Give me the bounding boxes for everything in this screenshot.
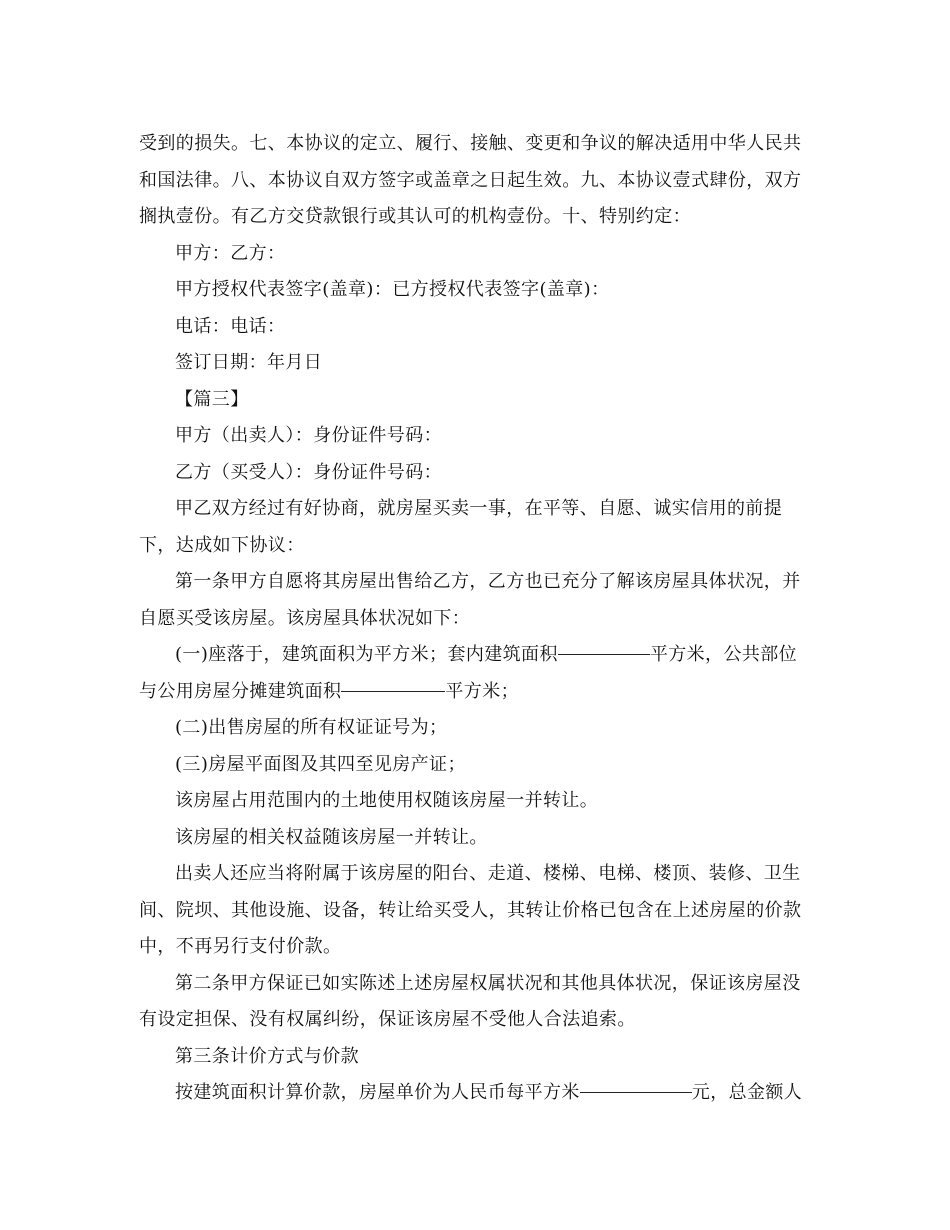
- article-two-line: 第二条甲方保证已如实陈述上述房屋权属状况和其他具体状况，保证该房屋没: [175, 972, 801, 994]
- text-segment: 与公用房屋分摊建筑面积: [139, 680, 342, 702]
- text-line: 该房屋占用范围内的土地使用权随该房屋一并转让。: [175, 790, 599, 811]
- property-location-line: [139, 637, 811, 674]
- signature-representatives: 甲方授权代表签字(盖章)：已方授权代表签字(盖章)：: [175, 279, 610, 300]
- signature-phone: 电话：电话：: [175, 315, 286, 337]
- text-line: 下，达成如下协议：: [139, 534, 305, 556]
- text-line: 自愿买受该房屋。该房屋具体状况如下：: [139, 607, 471, 629]
- text-line: 和国法律。八、本协议自双方签字或盖章之日起生效。九、本协议壹式肆份，双方: [139, 169, 802, 191]
- text-line: 甲乙双方经过有好协商，就房屋买卖一事，在平等、自愿、诚实信用的前提: [175, 498, 783, 519]
- fill-in-blank: [580, 1091, 692, 1093]
- section-heading: 【篇三】: [175, 388, 249, 410]
- text-line: 受到的损失。七、本协议的定立、履行、接触、变更和争议的解决适用中华人民共: [139, 133, 802, 154]
- text-line: 该房屋的相关权益随该房屋一并转让。: [175, 826, 488, 848]
- text-line: 搁执壹份。有乙方交贷款银行或其认可的机构壹份。十、特别约定：: [139, 206, 691, 227]
- signature-parties: 甲方：乙方：: [175, 242, 286, 264]
- text-line: 出卖人还应当将附属于该房屋的阳台、走道、楼梯、电梯、楼顶、装修、卫生: [175, 863, 801, 884]
- text-segment: 元，总金额人: [691, 1082, 803, 1103]
- party-b-line: 乙方（买受人）：身份证件号码：: [175, 461, 442, 483]
- text-line: 间、院坝、其他设施、设备，转让给买受人，其转让价格已包含在上述房屋的价款: [139, 899, 802, 921]
- text-segment: 平方米；: [445, 680, 520, 702]
- article-three-heading: 第三条计价方式与价款: [175, 1045, 359, 1067]
- text-segment: (一)座落于，建筑面积为平方米；套内建筑面积: [175, 644, 558, 665]
- article-one-line: 第一条甲方自愿将其房屋出售给乙方，乙方也已充分了解该房屋具体状况，并: [175, 571, 801, 592]
- text-line: 有设定担保、没有权属纠纷，保证该房屋不受他人合法追索。: [139, 1009, 636, 1030]
- party-a-line: 甲方（出卖人）：身份证件号码：: [175, 425, 442, 446]
- price-line: [139, 1075, 811, 1112]
- fill-in-blank: [341, 690, 445, 692]
- document-body: [139, 126, 811, 1112]
- text-line: (三)房屋平面图及其四至见房产证；: [175, 753, 466, 775]
- shared-area-line: [139, 674, 811, 711]
- signature-date: 签订日期：年月日: [175, 352, 323, 373]
- text-line: (二)出售房屋的所有权证证号为；: [175, 717, 448, 738]
- fill-in-blank: [558, 653, 650, 655]
- text-segment: 按建筑面积计算价款，房屋单价为人民币每平方米: [175, 1082, 580, 1103]
- text-segment: 平方米，公共部位: [649, 644, 798, 665]
- text-line: 中，不再另行支付价款。: [139, 936, 342, 957]
